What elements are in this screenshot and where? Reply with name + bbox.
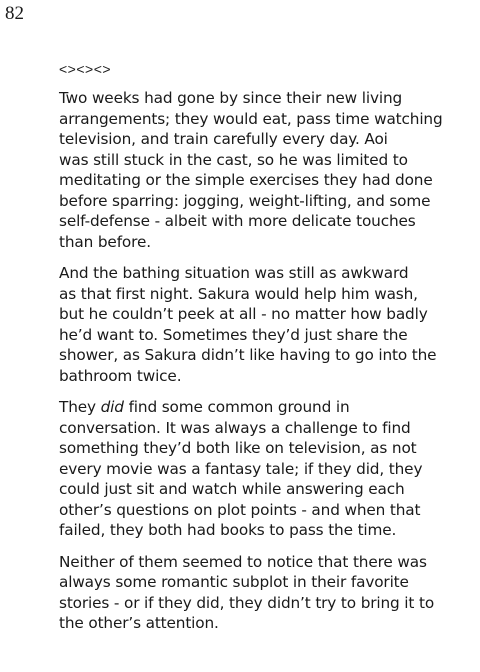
text-line: he’d want to. Sometimes they’d just share the: [59, 325, 408, 344]
text-line: [59, 397, 431, 418]
text-line: as that first night. Sakura would help him wash,: [59, 284, 418, 303]
text-line: bathroom twice.: [59, 366, 182, 385]
text-line: always some romantic subplot in their favorite: [59, 573, 409, 591]
text-run: They: [59, 398, 101, 416]
text-run: find some common ground in: [123, 398, 350, 416]
page-number: 82: [5, 3, 24, 24]
text-line: meditating or the simple exercises they had done: [59, 171, 433, 189]
text-line: conversation. It was always a challenge to find: [59, 418, 411, 437]
text-line: other’s questions on plot points - and when that: [59, 500, 421, 519]
text-line: Two weeks had gone by since their new living: [59, 89, 403, 107]
text-line: self-defense - albeit with more delicate touches: [59, 212, 416, 230]
scene-break: <><><>: [59, 61, 112, 77]
text-line: something they’d both like on television, as not: [59, 439, 417, 457]
text-line: failed, they both had books to pass the time.: [59, 521, 397, 539]
emphasized-word: did: [100, 398, 124, 416]
text-line: could just sit and watch while answering each: [59, 480, 405, 498]
paragraph-4: [59, 552, 435, 634]
paragraph-3: [59, 397, 431, 541]
text-line: And the bathing situation was still as awkward: [59, 264, 409, 282]
text-line: was still stuck in the cast, so he was limited to: [59, 150, 408, 169]
text-line: television, and train carefully every day. Aoi: [59, 130, 388, 148]
body-text: [59, 88, 443, 645]
paragraph-2: [59, 263, 437, 386]
text-line: before sparring: jogging, weight-lifting, and some: [59, 191, 431, 210]
text-line: than before.: [59, 232, 151, 251]
text-line: Neither of them seemed to notice that there was: [59, 552, 427, 571]
paragraph-1: [59, 88, 443, 252]
text-line: arrangements; they would eat, pass time watching: [59, 109, 443, 128]
text-line: but he couldn’t peek at all - no matter how badly: [59, 305, 428, 323]
text-line: stories - or if they did, they didn’t try to bring it to: [59, 593, 435, 612]
text-line: shower, as Sakura didn’t like having to go into the: [59, 346, 437, 364]
text-line: the other’s attention.: [59, 614, 219, 632]
text-line: every movie was a fantasy tale; if they did, they: [59, 459, 423, 478]
